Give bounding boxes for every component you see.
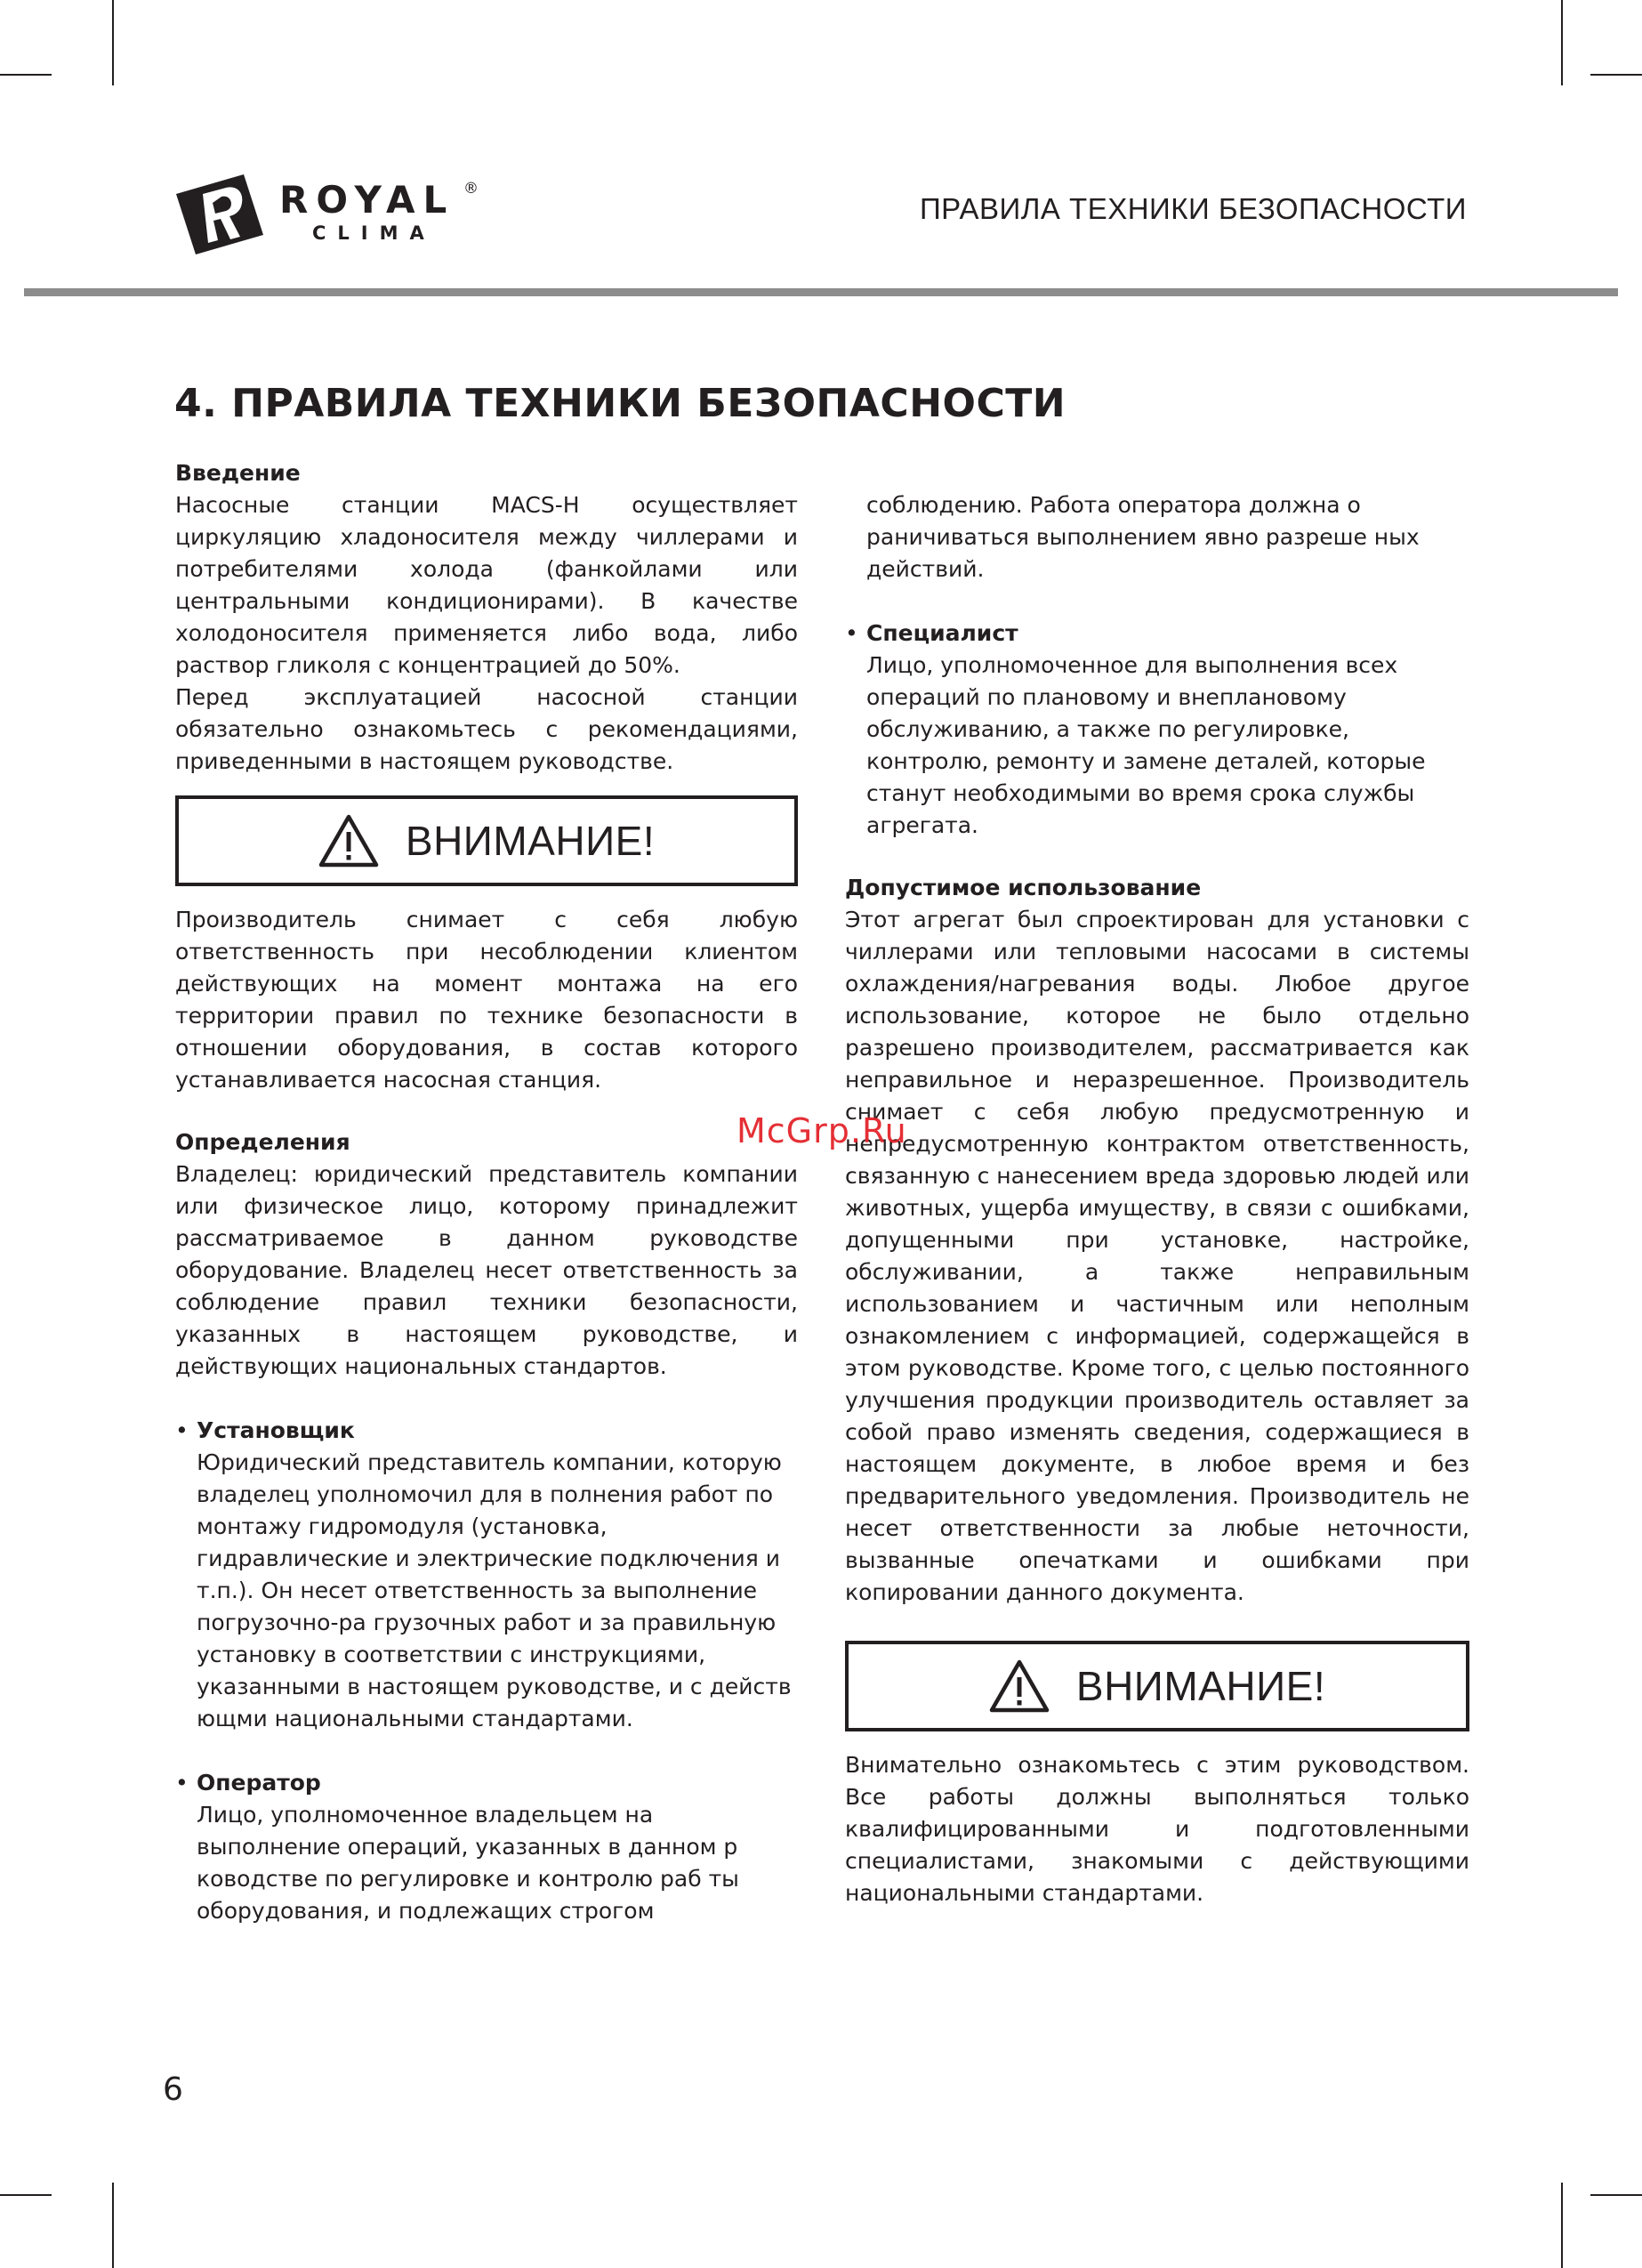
warning-paragraph: Производитель снимает с себя любую ответственность при несоблюдении клиентом действующих на момент монтажа на его территории правил по технике безопасности в отношении оборудования, в состав которого устанавливается насосная станция. — [175, 907, 798, 1093]
logo-emblem-icon — [174, 174, 263, 256]
bullet: • — [175, 1417, 189, 1443]
list-item — [845, 617, 1469, 842]
warning-triangle-icon — [989, 1659, 1050, 1713]
running-header: ПРАВИЛА ТЕХНИКИ БЕЗОПАСНОСТИ — [919, 192, 1467, 225]
specialist-paragraph: Лицо, уполномоченное для выполнения всех операций по плановому и внеплановому обслуживанию, а также по регулировке, контролю, ремонту и замене деталей, которые станут необходимыми во время срока службы агрегата. — [866, 652, 1426, 838]
crop-mark — [1590, 74, 1642, 76]
right-column — [845, 489, 1469, 1909]
warning-triangle-icon — [318, 814, 379, 868]
warning-box — [845, 1641, 1469, 1731]
operator-paragraph-continued: соблюдению. Работа оператора должна о раничиваться выполнением явно разреше ных действий. — [866, 492, 1420, 582]
intro-paragraph: Перед эксплуатацией насосной станции обязательно ознакомьтесь с рекомендациями, приведенными в настоящем руководстве. — [175, 684, 798, 774]
crop-mark — [0, 74, 52, 76]
crop-mark — [0, 2194, 52, 2196]
bullet: • — [845, 620, 858, 646]
page-number: 6 — [163, 2071, 183, 2108]
installer-paragraph: Юридический представитель компании, которую владелец уполномочил для в полнения работ по монтажу гидромодуля (установка, гидравлические и электрические подключения и т.п.). Он несет ответственность за выполнение погрузочно-ра грузочных работ и за правильную установку в соответствии с инструкциями, указанными в настоящем руководстве, и с действ ющми национальными стандартами. — [197, 1449, 792, 1731]
operator-heading: Оператор — [197, 1770, 321, 1796]
warning-label: ВНИМАНИЕ! — [1075, 1663, 1326, 1709]
specialist-heading: Специалист — [866, 620, 1018, 646]
definitions-paragraph: Владелец: юридический представитель компании или физическое лицо, которому принадлежит рассматриваемое в данном руководстве оборудование. Владелец несет ответственность за соблюдение правил техники безопасности, указанных в настоящем руководстве, и действующих национальных стандартов. — [175, 1161, 798, 1379]
warning-paragraph: Внимательно ознакомьтесь с этим руководством. Все работы должны выполняться только квалифицированными и подготовленными специалистами, знакомыми с действующими национальными стандартами. — [845, 1752, 1469, 1906]
logo-registered-mark: ® — [463, 180, 479, 198]
installer-heading: Установщик — [197, 1417, 355, 1443]
usage-heading: Допустимое использование — [845, 875, 1202, 900]
watermark: McGrp.Ru — [736, 1111, 907, 1150]
list-item-continued — [845, 489, 1469, 585]
crop-mark — [112, 2183, 114, 2268]
bullet: • — [175, 1770, 189, 1796]
warning-label: ВНИМАНИЕ! — [405, 818, 656, 864]
warning-box — [175, 795, 798, 886]
crop-mark — [112, 0, 114, 85]
brand-logo — [174, 174, 481, 256]
logo-subtitle: CLIMA — [312, 222, 436, 244]
usage-paragraph: Этот агрегат был спроектирован для установки с чиллерами или тепловыми насосами в системы охлаждения/нагревания воды. Любое другое использование, которое не было отдельно разрешено производителем, рассматривается как неправильное и неразрешенное. Производитель снимает с себя любую предусмотренную и непредусмотренную контрактом ответственность, связанную с нанесением вреда здоровью людей или животных, ущерба имуществу, в связи с ошибками, допущенными при установке, настройке, обслуживании, а также неправильным использованием и частичным или неполным ознакомлением с информацией, содержащейся в этом руководстве. Кроме того, с целью постоянного улучшения продукции производитель оставляет за собой право изменять сведения, содержащиеся в настоящем документе, в любое время и без предварительного уведомления. Производитель не несет ответственности за любые неточности, вызванные опечатками и ошибками при копировании данного документа. — [845, 907, 1469, 1605]
logo-wordmark: ROYAL — [279, 178, 455, 222]
page-title: 4. ПРАВИЛА ТЕХНИКИ БЕЗОПАСНОСТИ — [174, 381, 1066, 426]
crop-mark — [1561, 2183, 1563, 2268]
list-item — [175, 1415, 798, 1735]
crop-mark — [1561, 0, 1563, 85]
left-column — [175, 457, 798, 1927]
list-item — [175, 1767, 798, 1927]
definitions-heading: Определения — [175, 1129, 350, 1155]
operator-paragraph: Лицо, уполномоченное владельцем на выполнение операций, указанных в данном р ководстве по регулировке и контролю раб ты оборудования, и подлежащих строгом — [197, 1802, 739, 1924]
crop-mark — [1590, 2194, 1642, 2196]
intro-paragraph: Насосные станции MACS-H осуществляет циркуляцию хладоносителя между чиллерами и потребителями холода (фанкойлами или центральными кондиционирами). В качестве холодоносителя применяется либо вода, либо раствор гликоля с концентрацией до 50%. — [175, 492, 798, 678]
header-divider — [24, 288, 1618, 296]
intro-heading: Введение — [175, 460, 301, 486]
